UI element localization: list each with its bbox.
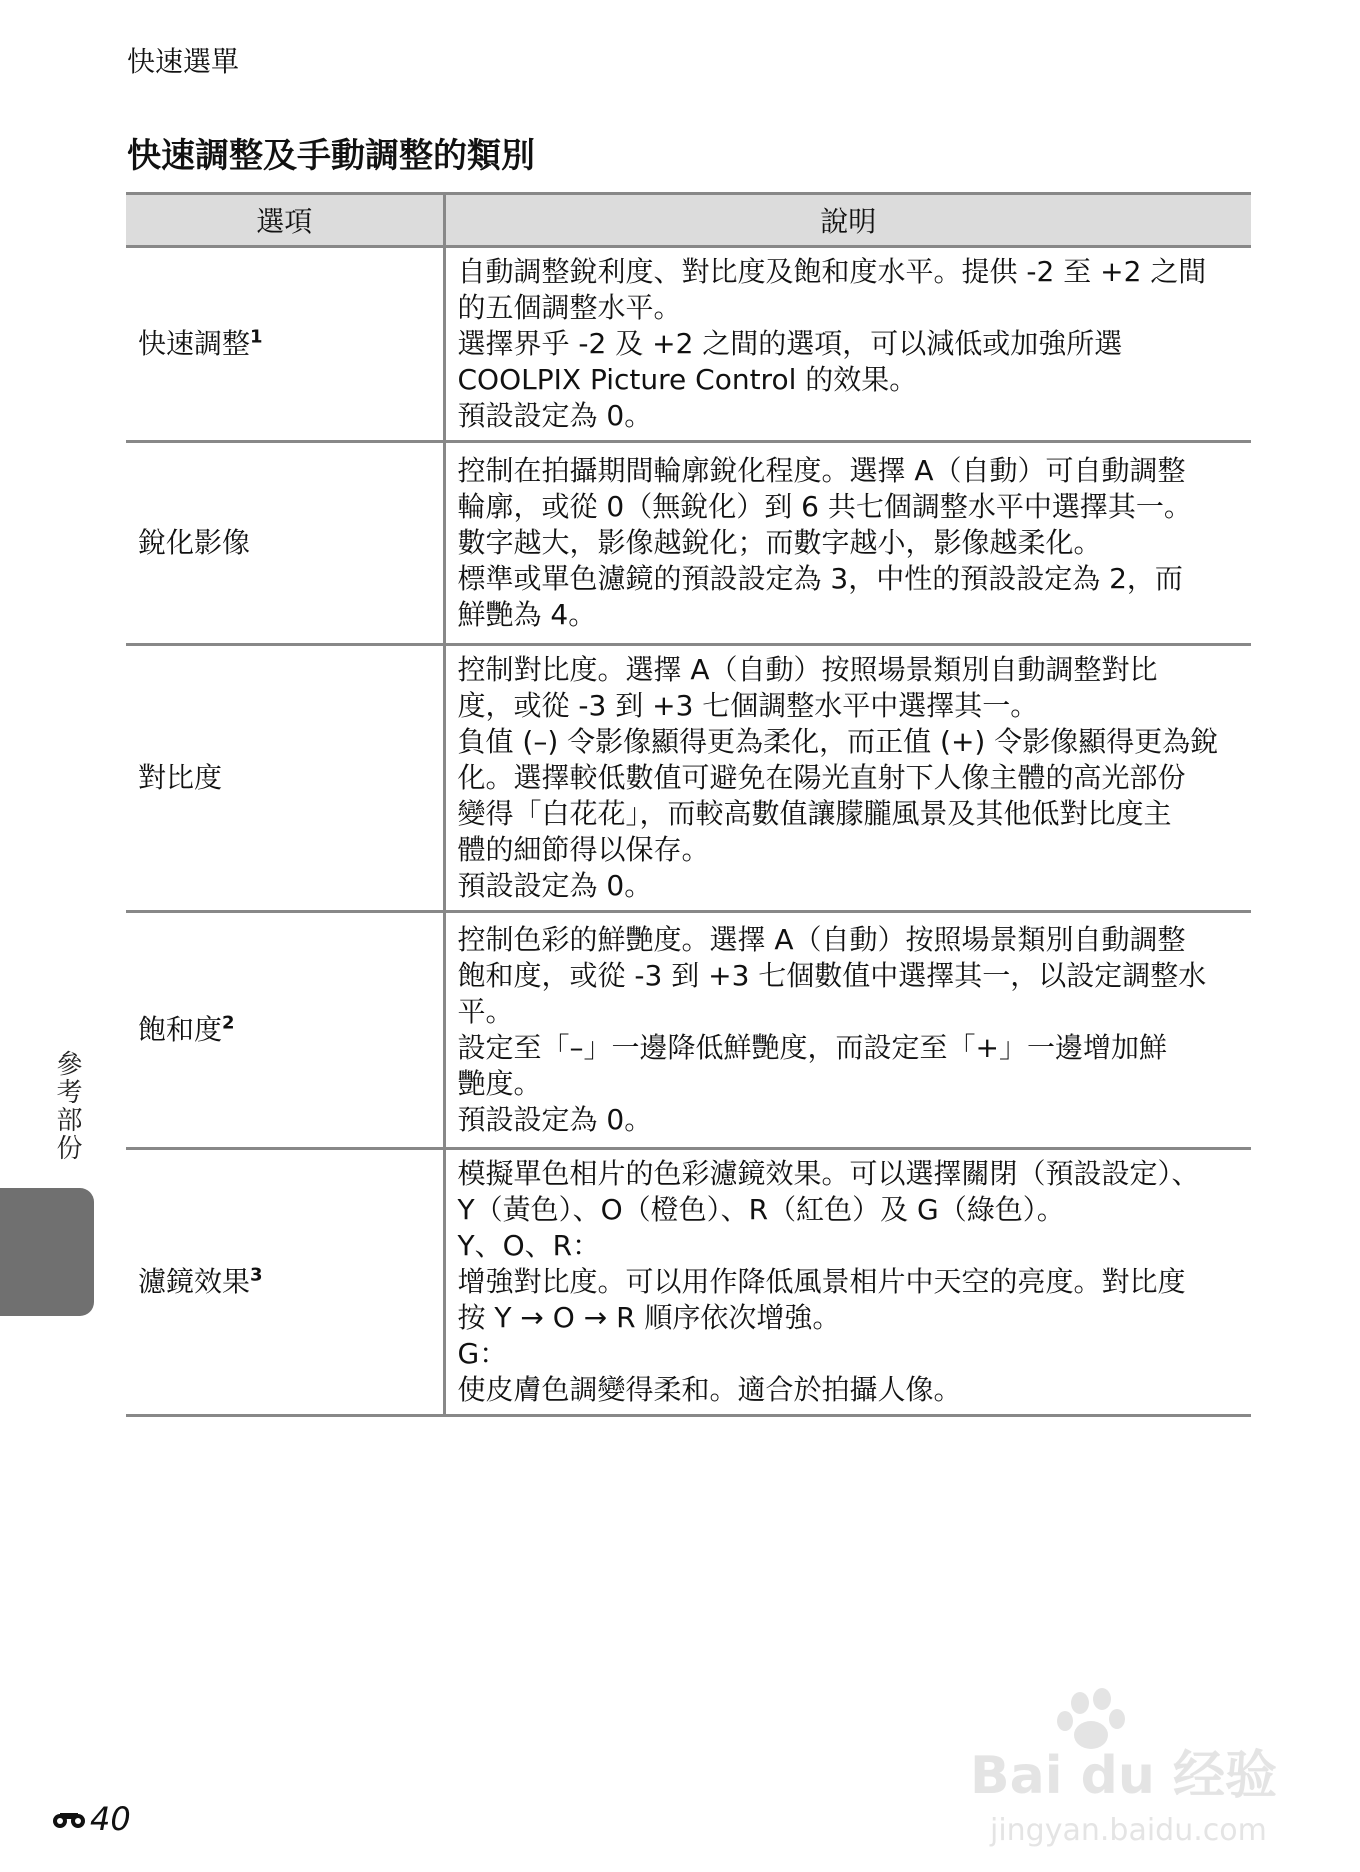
table-row — [126, 442, 1251, 645]
description-line: Y（黃色）、O（橙色）、R（紅色）及 G（綠色）。 — [457, 1193, 1065, 1226]
description-line: 設定至「–」一邊降低鮮艷度，而設定至「+」一邊增加鮮 — [457, 1031, 1167, 1064]
description-line: 數字越大，影像越銳化；而數字越小，影像越柔化。 — [457, 526, 1102, 559]
settings-table — [126, 192, 1251, 1417]
description-cell — [444, 1149, 1251, 1416]
table-header-row — [126, 194, 1251, 247]
description-line: Y、O、R： — [457, 1229, 601, 1262]
description-line: 控制在拍攝期間輪廓銳化程度。選擇 A（自動）可自動調整 — [457, 454, 1186, 487]
baidu-watermark — [960, 1685, 1290, 1855]
page-footer — [52, 1800, 131, 1838]
description-line: 預設設定為 0。 — [457, 399, 653, 432]
column-header-option: 選項 — [126, 194, 444, 247]
column-header-description: 說明 — [444, 194, 1251, 247]
binoculars-icon — [52, 1808, 86, 1830]
watermark-brand: Bai du 经验 — [970, 1746, 1277, 1806]
table-row — [126, 912, 1251, 1149]
option-cell — [126, 1149, 444, 1416]
table-row — [126, 1149, 1251, 1416]
description-line: 鮮艷為 4。 — [457, 598, 597, 631]
description-line: 預設設定為 0。 — [457, 1103, 653, 1136]
description-line: 化。選擇較低數值可避免在陽光直射下人像主體的高光部份 — [457, 761, 1186, 794]
description-line: 控制對比度。選擇 A（自動）按照場景類別自動調整對比 — [457, 653, 1158, 686]
description-line: 使皮膚色調變得柔和。適合於拍攝人像。 — [457, 1373, 962, 1406]
option-name: 飽和度 — [138, 1013, 223, 1046]
description-line: 艷度。 — [457, 1067, 542, 1100]
description-line: 體的細節得以保存。 — [457, 833, 710, 866]
description-line: 平。 — [457, 995, 514, 1028]
description-line: 按 Y → O → R 順序依次增強。 — [457, 1301, 841, 1334]
option-cell — [126, 645, 444, 912]
description-line: 選擇界乎 -2 及 +2 之間的選項，可以減低或加強所選 — [457, 327, 1123, 360]
option-name: 對比度 — [138, 761, 223, 794]
description-line: 度，或從 -3 到 +3 七個調整水平中選擇其一。 — [457, 689, 1039, 722]
description-line: 負值 (–) 令影像顯得更為柔化，而正值 (+) 令影像顯得更為銳 — [457, 725, 1219, 758]
table-row — [126, 645, 1251, 912]
description-cell — [444, 645, 1251, 912]
description-line: 模擬單色相片的色彩濾鏡效果。可以選擇關閉（預設設定）、 — [457, 1157, 1200, 1190]
option-name: 銳化影像 — [138, 526, 251, 559]
description-line: 自動調整銳利度、對比度及飽和度水平。提供 -2 至 +2 之間 — [457, 255, 1207, 288]
table-row — [126, 247, 1251, 442]
description-cell — [444, 442, 1251, 645]
description-line: 控制色彩的鮮艷度。選擇 A（自動）按照場景類別自動調整 — [457, 923, 1186, 956]
watermark-url: jingyan.baidu.com — [990, 1813, 1267, 1848]
description-line: 的五個調整水平。 — [457, 291, 682, 324]
option-cell — [126, 247, 444, 442]
description-cell — [444, 247, 1251, 442]
side-tab-label: 參考部份 — [52, 1050, 82, 1162]
description-line: G： — [457, 1337, 508, 1370]
page-title: 快速調整及手動調整的類別 — [127, 136, 535, 176]
description-line: 變得「白花花」，而較高數值讓朦朧風景及其他低對比度主 — [457, 797, 1172, 830]
description-line: 輪廓，或從 0（無銳化）到 6 共七個調整水平中選擇其一。 — [457, 490, 1192, 523]
option-name: 快速調整 — [138, 327, 251, 360]
option-name: 濾鏡效果 — [138, 1265, 251, 1298]
footnote-mark: 2 — [222, 1012, 235, 1034]
footnote-mark: 3 — [250, 1264, 263, 1286]
description-cell — [444, 912, 1251, 1149]
footnote-mark: 1 — [250, 326, 263, 348]
description-line: 標準或單色濾鏡的預設設定為 3，中性的預設設定為 2，而 — [457, 562, 1183, 595]
option-cell — [126, 442, 444, 645]
description-line: 增強對比度。可以用作降低風景相片中天空的亮度。對比度 — [457, 1265, 1186, 1298]
side-tab — [0, 1188, 94, 1316]
description-line: 飽和度，或從 -3 到 +3 七個數值中選擇其一，以設定調整水 — [457, 959, 1207, 992]
description-line: 預設設定為 0。 — [457, 869, 653, 902]
section-header: 快速選單 — [127, 45, 240, 78]
page-number: 40 — [90, 1800, 131, 1838]
option-cell — [126, 912, 444, 1149]
description-line: COOLPIX Picture Control 的效果。 — [457, 363, 918, 396]
